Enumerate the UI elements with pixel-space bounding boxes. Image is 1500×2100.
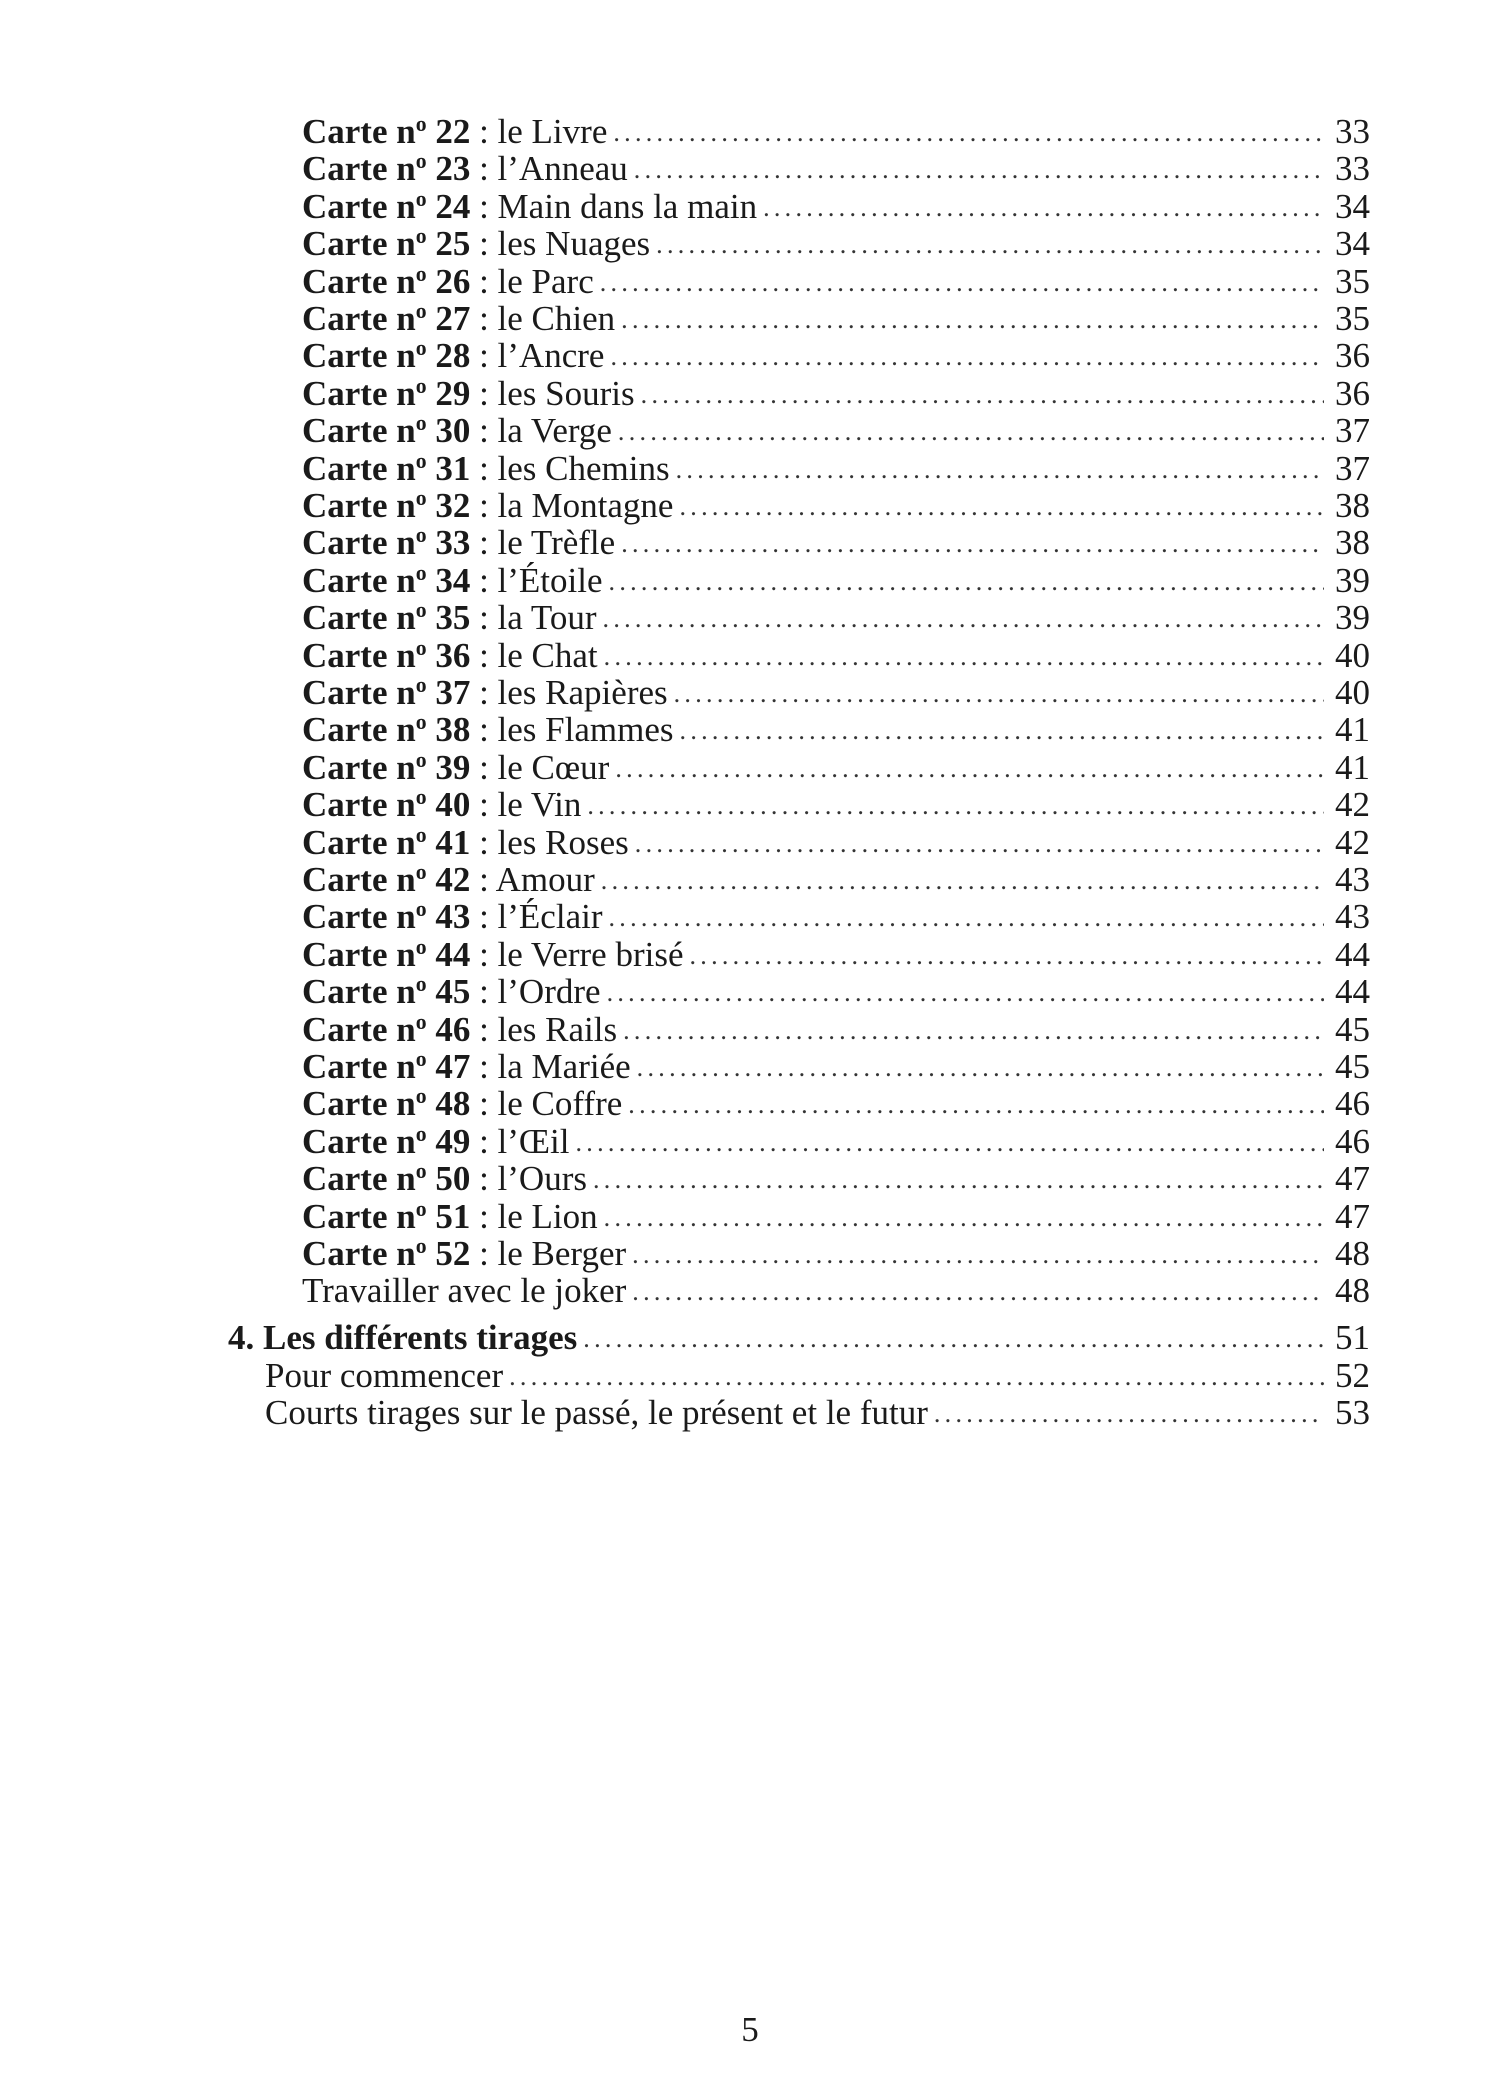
card-separator: :	[470, 860, 489, 899]
page-ref: 33	[1335, 149, 1370, 188]
card-prefix: Carte n	[302, 262, 416, 301]
card-title: la Mariée	[497, 1047, 631, 1086]
card-superscript: o	[415, 299, 427, 324]
card-separator: :	[470, 748, 489, 787]
card-title: le Chat	[497, 636, 598, 675]
page-ref: 43	[1335, 860, 1370, 899]
page-ref: 53	[1335, 1393, 1370, 1432]
card-number: 35	[435, 598, 471, 637]
page-ref: 33	[1335, 112, 1370, 151]
toc-section[interactable]	[265, 1388, 1370, 1438]
card-prefix: Carte n	[302, 411, 416, 450]
card-number: 23	[435, 149, 471, 188]
card-superscript: o	[415, 187, 427, 212]
card-separator: :	[470, 299, 489, 338]
card-number: 52	[435, 1234, 471, 1273]
card-prefix: Carte n	[302, 1159, 416, 1198]
page-ref: 45	[1335, 1047, 1370, 1086]
card-separator: :	[470, 1084, 489, 1123]
card-prefix: Carte n	[302, 374, 416, 413]
card-number: 32	[435, 486, 471, 525]
card-title: les Rapières	[497, 673, 668, 712]
card-number: 26	[435, 262, 471, 301]
card-title: Amour	[495, 860, 595, 899]
card-title: le Trèfle	[497, 523, 616, 562]
card-title: l’Éclair	[497, 897, 603, 936]
page-ref: 38	[1335, 486, 1370, 525]
page-ref: 39	[1335, 561, 1370, 600]
card-number: 41	[435, 823, 471, 862]
card-title: les Flammes	[497, 710, 674, 749]
card-separator: :	[470, 336, 489, 375]
page-ref: 47	[1335, 1159, 1370, 1198]
card-title: l’Étoile	[497, 561, 603, 600]
card-prefix: Carte n	[302, 299, 416, 338]
card-superscript: o	[415, 1122, 427, 1147]
card-number: 51	[435, 1197, 471, 1236]
card-number: 33	[435, 523, 471, 562]
card-number: 42	[435, 860, 471, 899]
card-separator: :	[470, 449, 489, 488]
card-separator: :	[470, 598, 489, 637]
card-title: le Berger	[497, 1234, 627, 1273]
card-superscript: o	[415, 374, 427, 399]
card-number: 49	[435, 1122, 471, 1161]
page-ref: 42	[1335, 785, 1370, 824]
card-number: 38	[435, 710, 471, 749]
page-ref: 41	[1335, 710, 1370, 749]
card-superscript: o	[415, 897, 427, 922]
card-superscript: o	[415, 1047, 427, 1072]
card-superscript: o	[415, 449, 427, 474]
card-superscript: o	[415, 1234, 427, 1259]
card-superscript: o	[415, 598, 427, 623]
card-superscript: o	[415, 112, 427, 137]
card-prefix: Carte n	[302, 1047, 416, 1086]
card-superscript: o	[415, 1159, 427, 1184]
page-ref: 39	[1335, 598, 1370, 637]
card-separator: :	[470, 1197, 489, 1236]
card-separator: :	[470, 262, 489, 301]
card-superscript: o	[415, 1197, 427, 1222]
card-separator: :	[470, 523, 489, 562]
card-title: l’Œil	[497, 1122, 570, 1161]
card-title: l’Ancre	[497, 336, 605, 375]
card-separator: :	[470, 972, 489, 1011]
card-separator: :	[470, 1159, 489, 1198]
card-superscript: o	[415, 336, 427, 361]
card-separator: :	[470, 486, 489, 525]
page-ref: 42	[1335, 823, 1370, 862]
card-title: la Montagne	[497, 486, 674, 525]
card-separator: :	[470, 149, 489, 188]
card-title: le Coffre	[497, 1084, 623, 1123]
card-prefix: Carte n	[302, 449, 416, 488]
card-prefix: Carte n	[302, 1234, 416, 1273]
page-ref: 51	[1335, 1318, 1370, 1357]
page-ref: 36	[1335, 336, 1370, 375]
card-separator: :	[470, 823, 489, 862]
card-superscript: o	[415, 1010, 427, 1035]
card-title: le Parc	[497, 262, 594, 301]
page-ref: 52	[1335, 1356, 1370, 1395]
card-prefix: Carte n	[302, 785, 416, 824]
card-separator: :	[470, 1010, 489, 1049]
page-ref: 40	[1335, 673, 1370, 712]
card-number: 31	[435, 449, 471, 488]
card-number: 36	[435, 636, 471, 675]
card-separator: :	[470, 1047, 489, 1086]
card-number: 39	[435, 748, 471, 787]
card-title: la Tour	[497, 598, 597, 637]
page-ref: 37	[1335, 411, 1370, 450]
card-superscript: o	[415, 561, 427, 586]
card-separator: :	[470, 673, 489, 712]
card-prefix: Carte n	[302, 748, 416, 787]
card-prefix: Carte n	[302, 523, 416, 562]
card-number: 44	[435, 935, 471, 974]
card-number: 34	[435, 561, 471, 600]
card-separator: :	[470, 411, 489, 450]
card-title: le Chien	[497, 299, 616, 338]
card-prefix: Carte n	[302, 636, 416, 675]
card-superscript: o	[415, 411, 427, 436]
card-separator: :	[470, 710, 489, 749]
card-number: 30	[435, 411, 471, 450]
card-title: les Souris	[497, 374, 635, 413]
card-prefix: Carte n	[302, 336, 416, 375]
card-prefix: Carte n	[302, 823, 416, 862]
card-separator: :	[470, 1122, 489, 1161]
card-prefix: Carte n	[302, 1122, 416, 1161]
card-number: 24	[435, 187, 471, 226]
page-ref: 41	[1335, 748, 1370, 787]
card-prefix: Carte n	[302, 224, 416, 263]
page-ref: 48	[1335, 1271, 1370, 1310]
card-title: le Cœur	[497, 748, 610, 787]
page-ref: 44	[1335, 935, 1370, 974]
card-title: le Lion	[497, 1197, 598, 1236]
card-prefix: Carte n	[302, 972, 416, 1011]
page-ref: 34	[1335, 224, 1370, 263]
card-prefix: Carte n	[302, 187, 416, 226]
card-number: 43	[435, 897, 471, 936]
page-ref: 37	[1335, 449, 1370, 488]
card-prefix: Carte n	[302, 561, 416, 600]
card-superscript: o	[415, 1084, 427, 1109]
card-separator: :	[470, 561, 489, 600]
card-number: 22	[435, 112, 471, 151]
card-number: 48	[435, 1084, 471, 1123]
card-separator: :	[470, 1234, 489, 1273]
page-ref: 44	[1335, 972, 1370, 1011]
dot-leader	[934, 1389, 1324, 1439]
entry-title: Travailler avec le joker	[302, 1271, 627, 1310]
card-number: 50	[435, 1159, 471, 1198]
card-separator: :	[470, 897, 489, 936]
card-number: 37	[435, 673, 471, 712]
card-superscript: o	[415, 823, 427, 848]
card-prefix: Carte n	[302, 710, 416, 749]
card-title: le Livre	[497, 112, 608, 151]
card-number: 28	[435, 336, 471, 375]
card-separator: :	[470, 785, 489, 824]
dot-leader	[632, 1267, 1324, 1317]
card-separator: :	[470, 935, 489, 974]
card-superscript: o	[415, 673, 427, 698]
card-superscript: o	[415, 636, 427, 661]
card-prefix: Carte n	[302, 1010, 416, 1049]
card-number: 25	[435, 224, 471, 263]
card-number: 40	[435, 785, 471, 824]
card-superscript: o	[415, 262, 427, 287]
section-title: Courts tirages sur le passé, le présent et le futur	[265, 1393, 928, 1432]
card-superscript: o	[415, 710, 427, 735]
toc-entry-joker[interactable]	[302, 1266, 1370, 1316]
card-title: la Verge	[497, 411, 612, 450]
card-title: l’Ours	[497, 1159, 587, 1198]
card-separator: :	[470, 224, 489, 263]
card-number: 47	[435, 1047, 471, 1086]
card-prefix: Carte n	[302, 1197, 416, 1236]
card-superscript: o	[415, 860, 427, 885]
card-number: 46	[435, 1010, 471, 1049]
page-ref: 43	[1335, 897, 1370, 936]
section-title: Pour commencer	[265, 1356, 504, 1395]
page-ref: 35	[1335, 299, 1370, 338]
card-title: l’Ordre	[497, 972, 601, 1011]
card-title: les Nuages	[497, 224, 651, 263]
card-separator: :	[470, 374, 489, 413]
card-superscript: o	[415, 785, 427, 810]
card-prefix: Carte n	[302, 1084, 416, 1123]
card-title: l’Anneau	[497, 149, 628, 188]
card-superscript: o	[415, 224, 427, 249]
page-ref: 48	[1335, 1234, 1370, 1273]
card-superscript: o	[415, 486, 427, 511]
card-superscript: o	[415, 935, 427, 960]
card-superscript: o	[415, 748, 427, 773]
page-ref: 35	[1335, 262, 1370, 301]
card-prefix: Carte n	[302, 486, 416, 525]
card-title: les Chemins	[497, 449, 670, 488]
page-ref: 46	[1335, 1122, 1370, 1161]
card-prefix: Carte n	[302, 598, 416, 637]
card-prefix: Carte n	[302, 112, 416, 151]
card-number: 29	[435, 374, 471, 413]
page-number: 5	[741, 2010, 759, 2049]
card-title: le Vin	[497, 785, 582, 824]
card-superscript: o	[415, 523, 427, 548]
card-prefix: Carte n	[302, 935, 416, 974]
card-title: le Verre brisé	[497, 935, 684, 974]
page-ref: 46	[1335, 1084, 1370, 1123]
card-superscript: o	[415, 149, 427, 174]
page-ref: 45	[1335, 1010, 1370, 1049]
card-separator: :	[470, 187, 489, 226]
chapter-title: 4. Les différents tirages	[228, 1318, 578, 1357]
card-separator: :	[470, 112, 489, 151]
card-prefix: Carte n	[302, 149, 416, 188]
page-ref: 36	[1335, 374, 1370, 413]
card-number: 27	[435, 299, 471, 338]
card-prefix: Carte n	[302, 860, 416, 899]
card-title: les Rails	[497, 1010, 618, 1049]
page-ref: 47	[1335, 1197, 1370, 1236]
card-number: 45	[435, 972, 471, 1011]
page-ref: 34	[1335, 187, 1370, 226]
card-separator: :	[470, 636, 489, 675]
card-prefix: Carte n	[302, 897, 416, 936]
card-prefix: Carte n	[302, 673, 416, 712]
page-ref: 38	[1335, 523, 1370, 562]
card-superscript: o	[415, 972, 427, 997]
page-ref: 40	[1335, 636, 1370, 675]
card-title: les Roses	[497, 823, 629, 862]
card-title: Main dans la main	[497, 187, 758, 226]
